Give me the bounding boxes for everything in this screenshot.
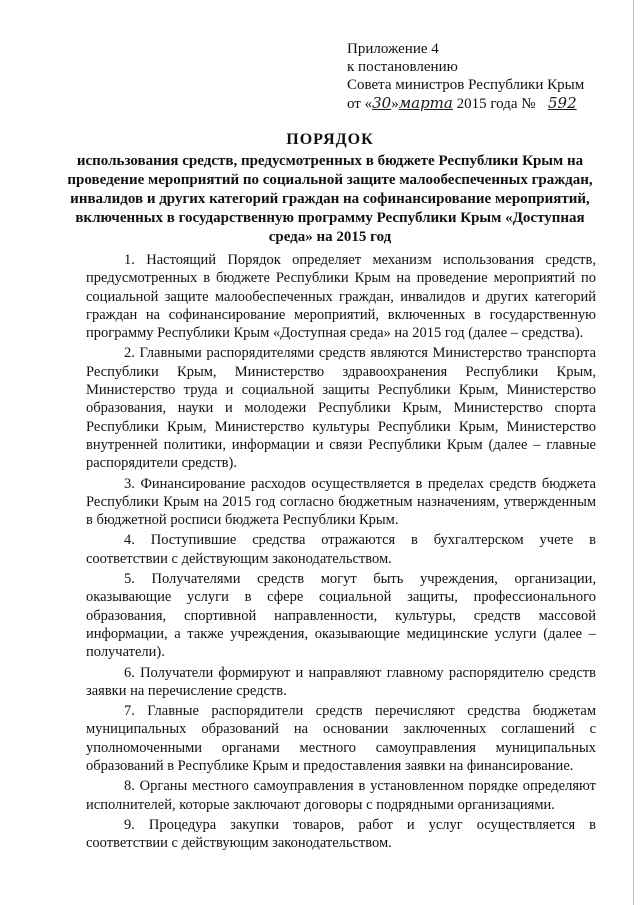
council-name: Совета министров Республики Крым: [347, 77, 585, 93]
title-subtitle: использования средств, предусмотренных в бюджете Республики Крым на проведение мероприятий по социальной защите малообеспеченных граждан, инвалидов и других категорий граждан на софинансирование мероприятий, включенных в государственную программу Республики Крым «Доступная среда» на 2015 год: [67, 153, 593, 245]
paragraph-7: 7. Главные распорядители средств перечисляют средства бюджетам муниципальных образований на основании заключенных соглашений с уполномоченными органами местного самоуправления муниципальных образований в Республике Крым и предоставления заявки на финансирование.: [86, 703, 596, 775]
paragraph-4: 4. Поступившие средства отражаются в бухгалтерском учете в соответствии с действующим законодательством.: [86, 532, 596, 567]
handwritten-day: 30: [372, 94, 392, 112]
scan-edge-line: [633, 0, 634, 905]
paragraph-5: 5. Получателями средств могут быть учреждения, организации, оказывающие услуги в сфере социальной защиты, профессионального образования, спортивной направленности, культуры, средств массовой информации, а также учреждения, оказывающие медицинские услуги (далее – получатели).: [86, 571, 596, 661]
date-quote: »: [391, 96, 399, 112]
date-prefix: от «: [347, 96, 373, 112]
resolution-ref: к постановлению: [347, 59, 458, 75]
paragraph-2: 2. Главными распорядителями средств являются Министерство транспорта Республики Крым, Министерство здравоохранения Республики Крым, Министерство труда и социальной защиты Республики Крым, Министерство образования, науки и молодежи Республики Крым, Министерство спорта Республики Крым, Министерство культуры Республики Крым, Министерство внутренней политики, информации и связи Республики Крым (далее – главные распорядители средств).: [86, 345, 596, 472]
handwritten-month: марта: [398, 94, 453, 112]
paragraph-9: 9. Процедура закупки товаров, работ и услуг осуществляется в соответствии с действующим законодательством.: [86, 816, 596, 852]
document-title: [60, 130, 600, 247]
date-line: [347, 94, 607, 113]
title-heading: ПОРЯДОК: [286, 131, 374, 148]
paragraph-3: 3. Финансирование расходов осуществляется в пределах средств бюджета Республики Крым на 2015 год согласно бюджетным назначениям, утвержденным в бюджетной росписи бюджета Республики Крым.: [86, 475, 596, 529]
document-body: [86, 251, 596, 853]
paragraph-1: 1. Настоящий Порядок определяет механизм использования средств, предусмотренных в бюджете Республики Крым на проведение мероприятий по социальной защите малообеспеченных граждан, инвалидов и других категорий граждан на софинансирование мероприятий, включенных в государственную программу Республики Крым «Доступная среда» на 2015 год (далее – средства).: [86, 252, 596, 342]
appendix-label: Приложение 4: [347, 41, 439, 57]
paragraph-8: 8. Органы местного самоуправления в установленном порядке определяют исполнителей, которые заключают договоры с подрядными организациями.: [86, 778, 596, 813]
paragraph-6: 6. Получатели формируют и направляют главному распорядителю средств заявки на перечисление средств.: [86, 664, 596, 699]
handwritten-number: 592: [547, 94, 577, 112]
year-text: 2015 года №: [456, 96, 536, 112]
appendix-header: [347, 40, 607, 113]
